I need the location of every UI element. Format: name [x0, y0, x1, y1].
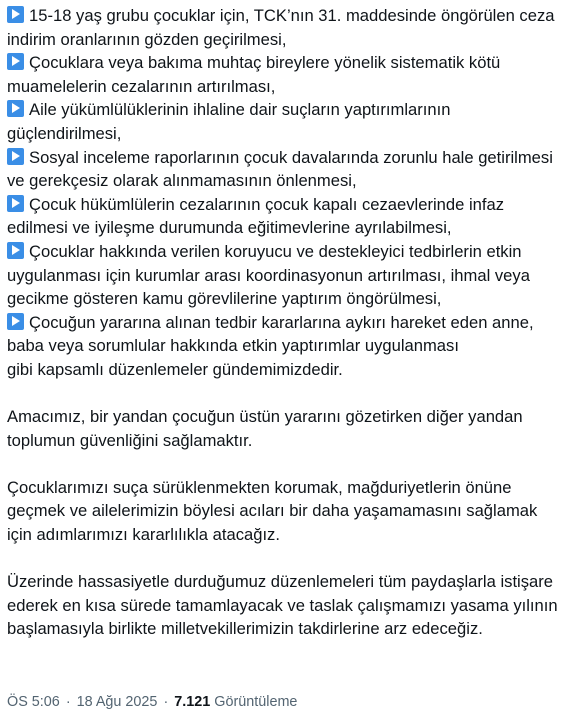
list-item-text: 15-18 yaş grubu çocuklar için, TCK’nın 31. maddesinde öngörülen ceza indirim oranlarının gözden geçirilmesi,	[7, 6, 555, 49]
list-item-text: Çocuklar hakkında verilen koruyucu ve destekleyici tedbirlerin etkin uygulanması için kurumlar arası koordinasyonun artırılması, ihmal veya gecikme gösteren kamu görevlilerine yaptırım öngörülmesi,	[7, 241, 530, 309]
list-item	[7, 193, 565, 240]
arrow-right-icon	[7, 100, 24, 117]
tweet-meta	[7, 692, 297, 712]
tweet-date: 18 Ağu 2025	[76, 694, 158, 710]
list-item-text: Sosyal inceleme raporlarının çocuk davalarında zorunlu hale getirilmesi ve gerekçesiz olarak alınmamasının önlenmesi,	[7, 147, 553, 191]
paragraph-consultation: Üzerinde hassasiyetle durduğumuz düzenlemeleri tüm paydaşlarla istişare ederek en kısa sürede tamamlayacak ve taslak çalışmamızı yasama yılının başlamasıyla birlikte milletvekillerimizin takdirlerine arz edeceğiz.	[7, 572, 558, 639]
tweet-timestamp[interactable]	[7, 694, 157, 710]
list-item-text: Çocuk hükümlülerin cezalarının çocuk kapalı cezaevlerinde infaz edilmesi ve iyileşme durumunda eğitimevlerine ayrılabilmesi,	[7, 194, 505, 238]
arrow-right-icon	[7, 313, 24, 330]
separator: ·	[65, 694, 71, 710]
paragraph-protection: Çocuklarımızı suça sürüklenmekten korumak, mağduriyetlerin önüne geçmek ve ailelerimizin böylesi acıları bir daha yaşamamasını sağlamak için adımlarımızı kararlılıkla atacağız.	[7, 477, 538, 545]
list-item-text: Çocuklara veya bakıma muhtaç bireylere yönelik sistematik kötü muamelelerin cezalarının artırılması,	[7, 53, 501, 96]
arrow-right-icon	[7, 195, 24, 212]
arrow-right-icon	[7, 148, 24, 165]
tweet-text	[7, 4, 565, 641]
list-item	[7, 98, 565, 145]
list-item-text: Aile yükümlülüklerinin ihlaline dair suçların yaptırımlarının güçlendirilmesi,	[7, 100, 451, 143]
list-item	[7, 311, 565, 358]
list-item	[7, 240, 565, 311]
list-item	[7, 51, 565, 98]
tweet-time: ÖS 5:06	[7, 694, 60, 710]
separator: ·	[163, 694, 169, 710]
arrow-right-icon	[7, 242, 24, 259]
views-count: 7.121	[174, 694, 211, 710]
bullet-list	[7, 4, 565, 358]
paragraph-purpose: Amacımız, bir yandan çocuğun üstün yararını gözetirken diğer yandan toplumun güvenliğini sağlamaktır.	[7, 407, 523, 450]
arrow-right-icon	[7, 6, 24, 23]
closing-line: gibi kapsamlı düzenlemeler gündemimizdedir.	[7, 359, 343, 379]
views-link[interactable]	[174, 694, 297, 710]
arrow-right-icon	[7, 53, 24, 70]
views-label: Görüntüleme	[214, 694, 298, 710]
list-item	[7, 146, 565, 193]
list-item	[7, 4, 565, 51]
list-item-text: Çocuğun yararına alınan tedbir kararlarına aykırı hareket eden anne, baba veya sorumlular hakkında etkin yaptırımlar uygulanması	[7, 312, 534, 356]
